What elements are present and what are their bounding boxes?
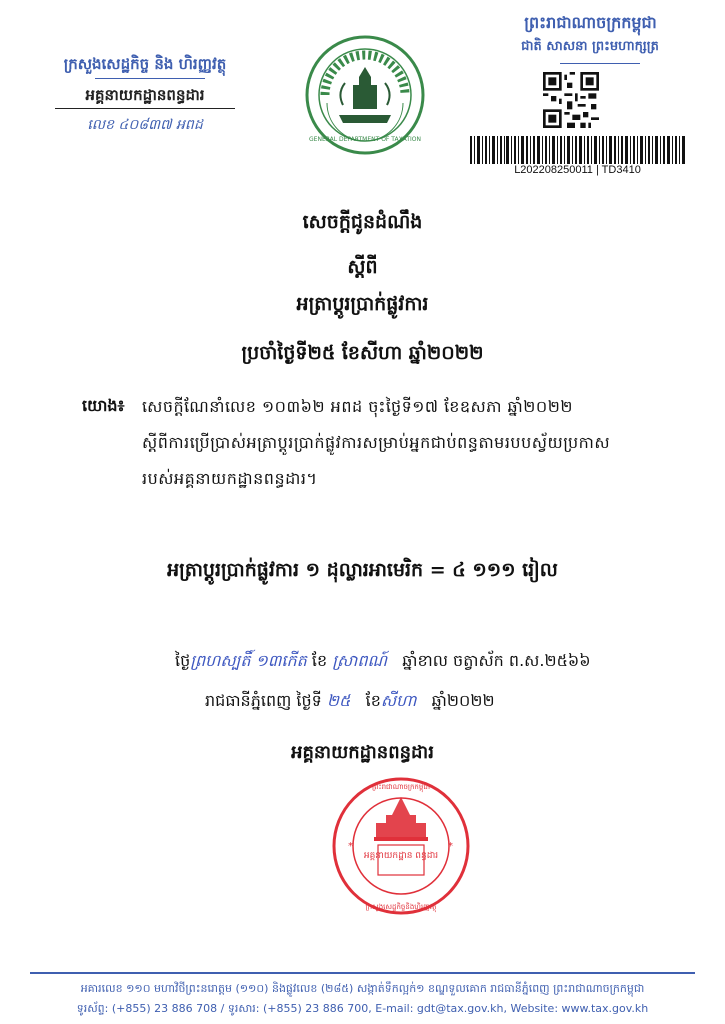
divider — [55, 108, 235, 109]
gregorian-date-line — [205, 690, 655, 714]
reference-line: សេចក្តីណែនាំលេខ ១០៣៦២ អពដ ចុះថ្ងៃទី១៧ ខែឧសភា ឆ្នាំ២០២២ — [142, 397, 573, 416]
barcode-icon — [470, 136, 685, 164]
footer-address: អគារលេខ ១១០ មហាវិថីព្រះនរោត្តម (១១០) និងផ្លូវលេខ (២៨៥) សង្កាត់ទឹកល្អក់១ ខណ្ឌទួលគោក រាជធានីភ្នំពេញ ព្រះរាជាណាចក្រកម្ពុជា — [80, 982, 645, 995]
svg-text:*: * — [448, 841, 453, 852]
divider — [95, 78, 205, 79]
document-title: សេចក្តីជូនដំណឹង — [302, 211, 423, 233]
lunar-day-handwritten: ព្រហស្បតិ៍ ១៣កើត — [190, 651, 307, 670]
seal-bottom-text: ក្រសួងសេដ្ឋកិច្ចនិងហិរញ្ញវត្ថុ — [365, 903, 437, 911]
qr-code-icon — [543, 72, 599, 128]
emblem-caption: GENERAL DEPARTMENT OF TAXATION — [309, 136, 421, 143]
official-seal-icon — [330, 775, 472, 917]
month-handwritten: សីហា — [380, 691, 417, 710]
exchange-rate: អត្រាប្តូរប្រាក់ផ្លូវការ ១ ដុល្លារអាមេរិក = ៤ ១១១ រៀល — [167, 559, 558, 581]
reference-line: ស្តីពីការប្រើប្រាស់អត្រាប្តូរប្រាក់ផ្លូវការសម្រាប់អ្នកជាប់ពន្ធតាមរបបស្វ័យប្រកាស — [142, 433, 611, 452]
lunar-date-line — [175, 650, 655, 674]
title-date: ប្រចាំថ្ងៃទី២៥ ខែសីហា ឆ្នាំ២០២២ — [241, 342, 484, 364]
month-label: ខែ — [365, 691, 381, 710]
footer-divider — [30, 972, 695, 974]
reference-line: របស់អគ្គនាយកដ្ឋានពន្ធដារ។ — [142, 469, 318, 488]
lunar-year: ឆ្នាំខាល ចត្វាស័ក ព.ស.២៥៦៦ — [402, 651, 591, 670]
national-motto: ជាតិ សាសនា ព្រះមហាក្សត្រ — [521, 39, 659, 54]
signatory-title: អគ្គនាយកដ្ឋានពន្ធដារ — [291, 742, 434, 763]
reference-number: លេខ ៤០៨៣៧ អពដ — [87, 117, 203, 133]
reference-label: យោង៖ — [82, 396, 125, 415]
footer-contacts: ទូរស័ព្ទ: (+855) 23 886 708 / ទូរសារ: (+855) 23 886 700, E-mail: gdt@tax.gov.kh, Website: www.tax.gov.kh — [76, 1002, 649, 1015]
seal-top-text: ព្រះរាជាណាចក្រកម្ពុជា — [371, 783, 431, 791]
divider — [560, 63, 640, 64]
title-subject: អត្រាប្តូរប្រាក់ផ្លូវការ — [296, 293, 429, 315]
seal-center-text: អគ្គនាយកដ្ឋាន ពន្ធដារ — [363, 851, 439, 861]
kingdom-name: ព្រះរាជាណាចក្រកម្ពុជា — [524, 13, 657, 32]
gdt-emblem-icon — [303, 33, 427, 157]
year: ឆ្នាំ២០២២ — [431, 691, 495, 710]
lunar-prefix: ថ្ងៃ — [175, 651, 191, 670]
day-handwritten: ២៥ — [326, 691, 351, 710]
lunar-month-label: ខែ — [311, 651, 328, 670]
place-day-label: រាជធានីភ្នំពេញ ថ្ងៃទី — [205, 691, 322, 710]
barcode-number: L202208250011 | TD3410 — [514, 164, 641, 176]
ministry-name: ក្រសួងសេដ្ឋកិច្ច និង ហិរញ្ញវត្ថុ — [63, 55, 227, 73]
svg-text:*: * — [348, 841, 353, 852]
lunar-month-handwritten: ស្រាពណ៍ — [332, 651, 387, 670]
department-name: អគ្គនាយកដ្ឋានពន្ធដារ — [85, 86, 205, 104]
title-about: ស្តីពី — [347, 256, 378, 278]
